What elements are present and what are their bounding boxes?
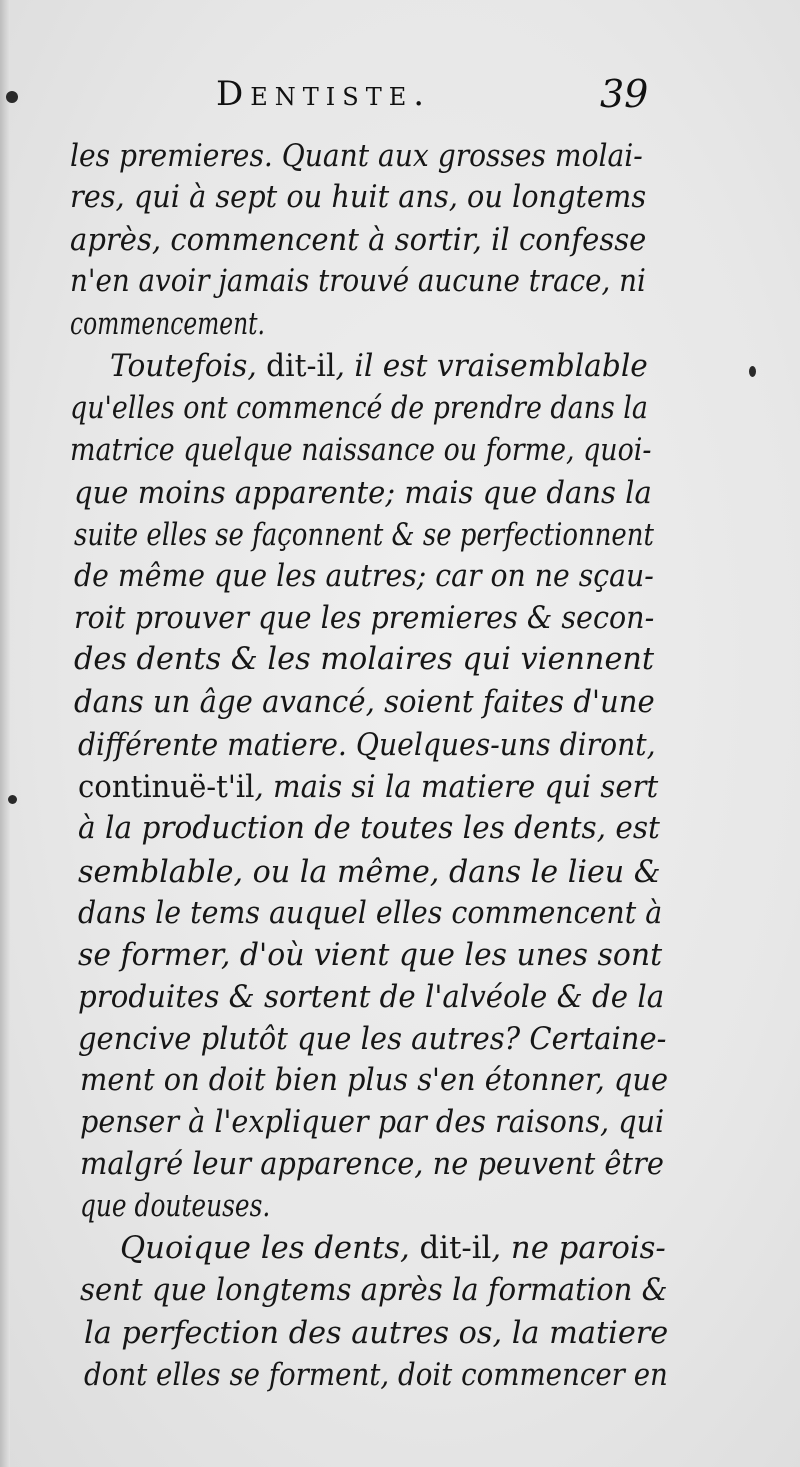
text-line	[80, 1186, 270, 1226]
text-line	[110, 346, 648, 386]
text-line	[78, 852, 661, 892]
italic-segment: se former, d'où vient que les unes sont	[78, 937, 663, 973]
italic-segment: malgré leur apparence, ne peuvent être	[80, 1146, 664, 1182]
text-line	[80, 1060, 668, 1100]
text-line	[78, 808, 660, 848]
running-head: Dentiste.	[216, 74, 432, 114]
italic-segment: commencement.	[70, 306, 265, 342]
text-line	[84, 1313, 668, 1353]
italic-segment: à la production de toutes les dents, est	[78, 810, 660, 846]
italic-segment: produites & sortent de l'alvéole & de la	[78, 979, 665, 1015]
italic-segment: dans un âge avancé, soient faites d'une	[74, 684, 655, 720]
italic-segment: matrice quelque naissance ou forme, quoi-	[70, 432, 652, 468]
text-line	[70, 177, 646, 217]
italic-segment: penser à l'expliquer par des raisons, qui	[80, 1104, 665, 1140]
italic-segment: roit prouver que les premieres & secon-	[74, 600, 655, 636]
text-line	[70, 261, 646, 301]
text-line	[80, 1102, 664, 1142]
text-line	[78, 725, 656, 765]
italic-segment: suite elles se façonnent & se perfectionnent	[74, 517, 654, 553]
italic-segment: qu'elles ont commencé de prendre dans la	[70, 390, 648, 426]
italic-segment: , mais si la matiere qui sert	[254, 769, 659, 805]
italic-segment: que douteuses.	[80, 1188, 271, 1224]
italic-segment: sent que longtems après la formation &	[80, 1272, 668, 1308]
text-line	[70, 304, 265, 344]
text-line	[74, 473, 652, 513]
ink-speck	[8, 795, 17, 804]
roman-segment: dit-il	[419, 1230, 492, 1266]
italic-segment: res, qui à sept ou huit ans, ou longtems	[70, 179, 647, 215]
page-gutter-shadow	[0, 0, 10, 1467]
text-line	[84, 1355, 668, 1395]
italic-segment: dont elles se forment, doit commencer en	[84, 1357, 668, 1393]
text-line	[120, 1228, 666, 1268]
text-line	[74, 556, 654, 596]
text-line	[74, 515, 654, 555]
italic-segment: dans le tems auquel elles commencent à	[78, 895, 663, 931]
italic-segment: gencive plutôt que les autres? Certaine-	[78, 1021, 667, 1057]
italic-segment: Toutefois,	[110, 348, 267, 384]
roman-segment: dit-il	[266, 348, 336, 384]
italic-segment: ment on doit bien plus s'en étonner, que	[80, 1062, 669, 1098]
italic-segment: , il est vraisemblable	[335, 348, 648, 384]
italic-segment: que moins apparente; mais que dans la	[74, 475, 652, 511]
text-line	[78, 1019, 666, 1059]
text-line	[78, 893, 662, 933]
text-line	[78, 977, 664, 1017]
italic-segment: n'en avoir jamais trouvé aucune trace, ni	[70, 263, 646, 299]
italic-segment: , ne parois-	[491, 1230, 666, 1266]
text-line	[74, 598, 654, 638]
text-line	[80, 1144, 664, 1184]
text-line	[70, 136, 643, 176]
italic-segment: la perfection des autres os, la matiere	[84, 1315, 669, 1351]
ink-speck	[749, 366, 756, 377]
italic-segment: différente matiere. Quelques-uns diront,	[78, 727, 656, 763]
italic-segment: après, commencent à sortir, il confesse	[70, 222, 647, 258]
text-line	[78, 935, 662, 975]
text-line	[70, 430, 651, 470]
italic-segment: Quoique les dents,	[120, 1230, 420, 1266]
text-line	[78, 767, 658, 807]
text-line	[70, 220, 646, 260]
text-line	[74, 639, 654, 679]
text-line	[80, 1270, 668, 1310]
italic-segment: de même que les autres; car on ne sçau-	[74, 558, 654, 594]
text-line	[70, 388, 648, 428]
page-header	[0, 72, 800, 122]
italic-segment: les premieres. Quant aux grosses molai-	[70, 138, 643, 174]
text-line	[74, 682, 655, 722]
italic-segment: des dents & les molaires qui viennent	[74, 641, 655, 677]
page-number: 39	[600, 72, 649, 116]
ink-speck	[6, 91, 18, 103]
italic-segment: semblable, ou la même, dans le lieu &	[78, 854, 661, 890]
roman-segment: continuë-t'il	[78, 769, 255, 805]
